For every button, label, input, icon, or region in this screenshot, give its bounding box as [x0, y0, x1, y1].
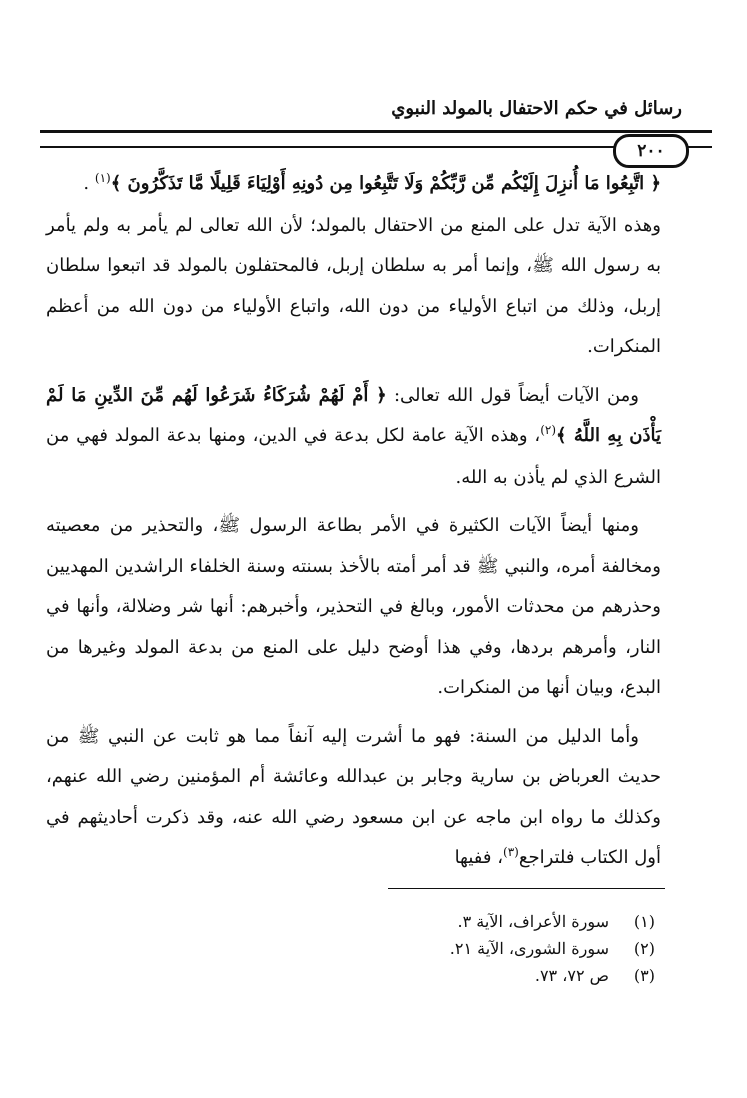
- footnote-ref-1: (١): [94, 171, 111, 185]
- footnote-item: [135, 908, 655, 935]
- footnote-separator: [388, 888, 665, 889]
- paragraph-3: [46, 376, 661, 499]
- footnote-item: [135, 962, 655, 989]
- footnote-item: [135, 935, 655, 962]
- paragraph-5-start: وأما الدليل من السنة: فهو ما أشرت إليه آنفاً مما هو ثابت عن النبي ﷺ من حديث العرباض بن سارية وجابر بن عبدالله وعائشة أم المؤمنين رضي الله عنهم، وكذلك ما رواه ابن ماجه عن ابن مسعود رضي الله عنه، وقد ذكرت أحاديثهم في أول الكتاب فلتراجع: [46, 725, 661, 868]
- footnote-ref-3: (٣): [503, 845, 519, 859]
- paragraph-5-end: ، ففيها: [454, 847, 504, 868]
- footnote-number: (٣): [633, 966, 655, 985]
- header-rule-top: [40, 130, 712, 133]
- footnote-number: (١): [633, 912, 655, 931]
- quran-verse-1: ﴿ اتَّبِعُوا مَا أُنزِلَ إِلَيْكُم مِّن رَّبِّكُمْ وَلَا تَتَّبِعُوا مِن دُونِهِ أَوْلِيَاءَ قَلِيلًا مَّا تَذَكَّرُونَ ﴾: [110, 173, 661, 194]
- footnote-number: (٢): [633, 939, 655, 958]
- page-number: ٢٠٠: [613, 134, 689, 168]
- paragraph-5: [46, 717, 661, 880]
- paragraph-3-end: ، وهذه الآية عامة لكل بدعة في الدين، ومنها بدعة المولد فهي من الشرع الذي لم يأذن به الله.: [46, 425, 661, 488]
- running-head-title: رسائل في حكم الاحتفال بالمولد النبوي: [391, 98, 682, 119]
- paragraph-1-end: .: [83, 173, 95, 194]
- quran-verse-2: ﴿ أَمْ لَهُمْ شُرَكَاءُ شَرَعُوا لَهُم مِّنَ الدِّينِ مَا لَمْ يَأْذَن بِهِ اللَّهُ ﴾: [46, 384, 661, 446]
- paragraph-2: وهذه الآية تدل على المنع من الاحتفال بالمولد؛ لأن الله تعالى لم يأمر به ولم يأمر به رسول الله ﷺ، وإنما أمر به سلطان إربل، فالمحتفلون بالمولد قد اتبعوا سلطان إربل، وذلك من اتباع الأولياء من دون الله، واتباع الأولياء من دون الله من أعظم المنكرات.: [46, 214, 661, 357]
- footnote-text: سورة الأعراف، الآية ٣.: [457, 912, 609, 931]
- footnote-ref-2: (٢): [540, 423, 557, 437]
- paragraph-3-start: ومن الآيات أيضاً قول الله تعالى:: [386, 384, 639, 406]
- footnote-text: سورة الشورى، الآية ٢١.: [449, 939, 609, 958]
- footnotes: [135, 908, 655, 989]
- paragraph-4: ومنها أيضاً الآيات الكثيرة في الأمر بطاعة الرسول ﷺ، والتحذير من معصيته ومخالفة أمره، والنبي ﷺ قد أمر أمته بالأخذ بسنته وسنة الخلفاء الراشدين المهديين وحذرهم من محدثات الأمور، وبالغ في التحذير، وأخبرهم: أنها شر وضلالة، وأنها في النار، وأمرهم بردها، وفي هذا أوضح دليل على المنع من بدعة المولد وغيرها من البدع، وبيان أنها من المنكرات.: [46, 515, 661, 698]
- footnote-text: ص ٧٢، ٧٣.: [534, 966, 609, 985]
- main-text: [46, 164, 661, 880]
- header-rule-bottom: [40, 146, 712, 148]
- paragraph-1: [46, 164, 661, 206]
